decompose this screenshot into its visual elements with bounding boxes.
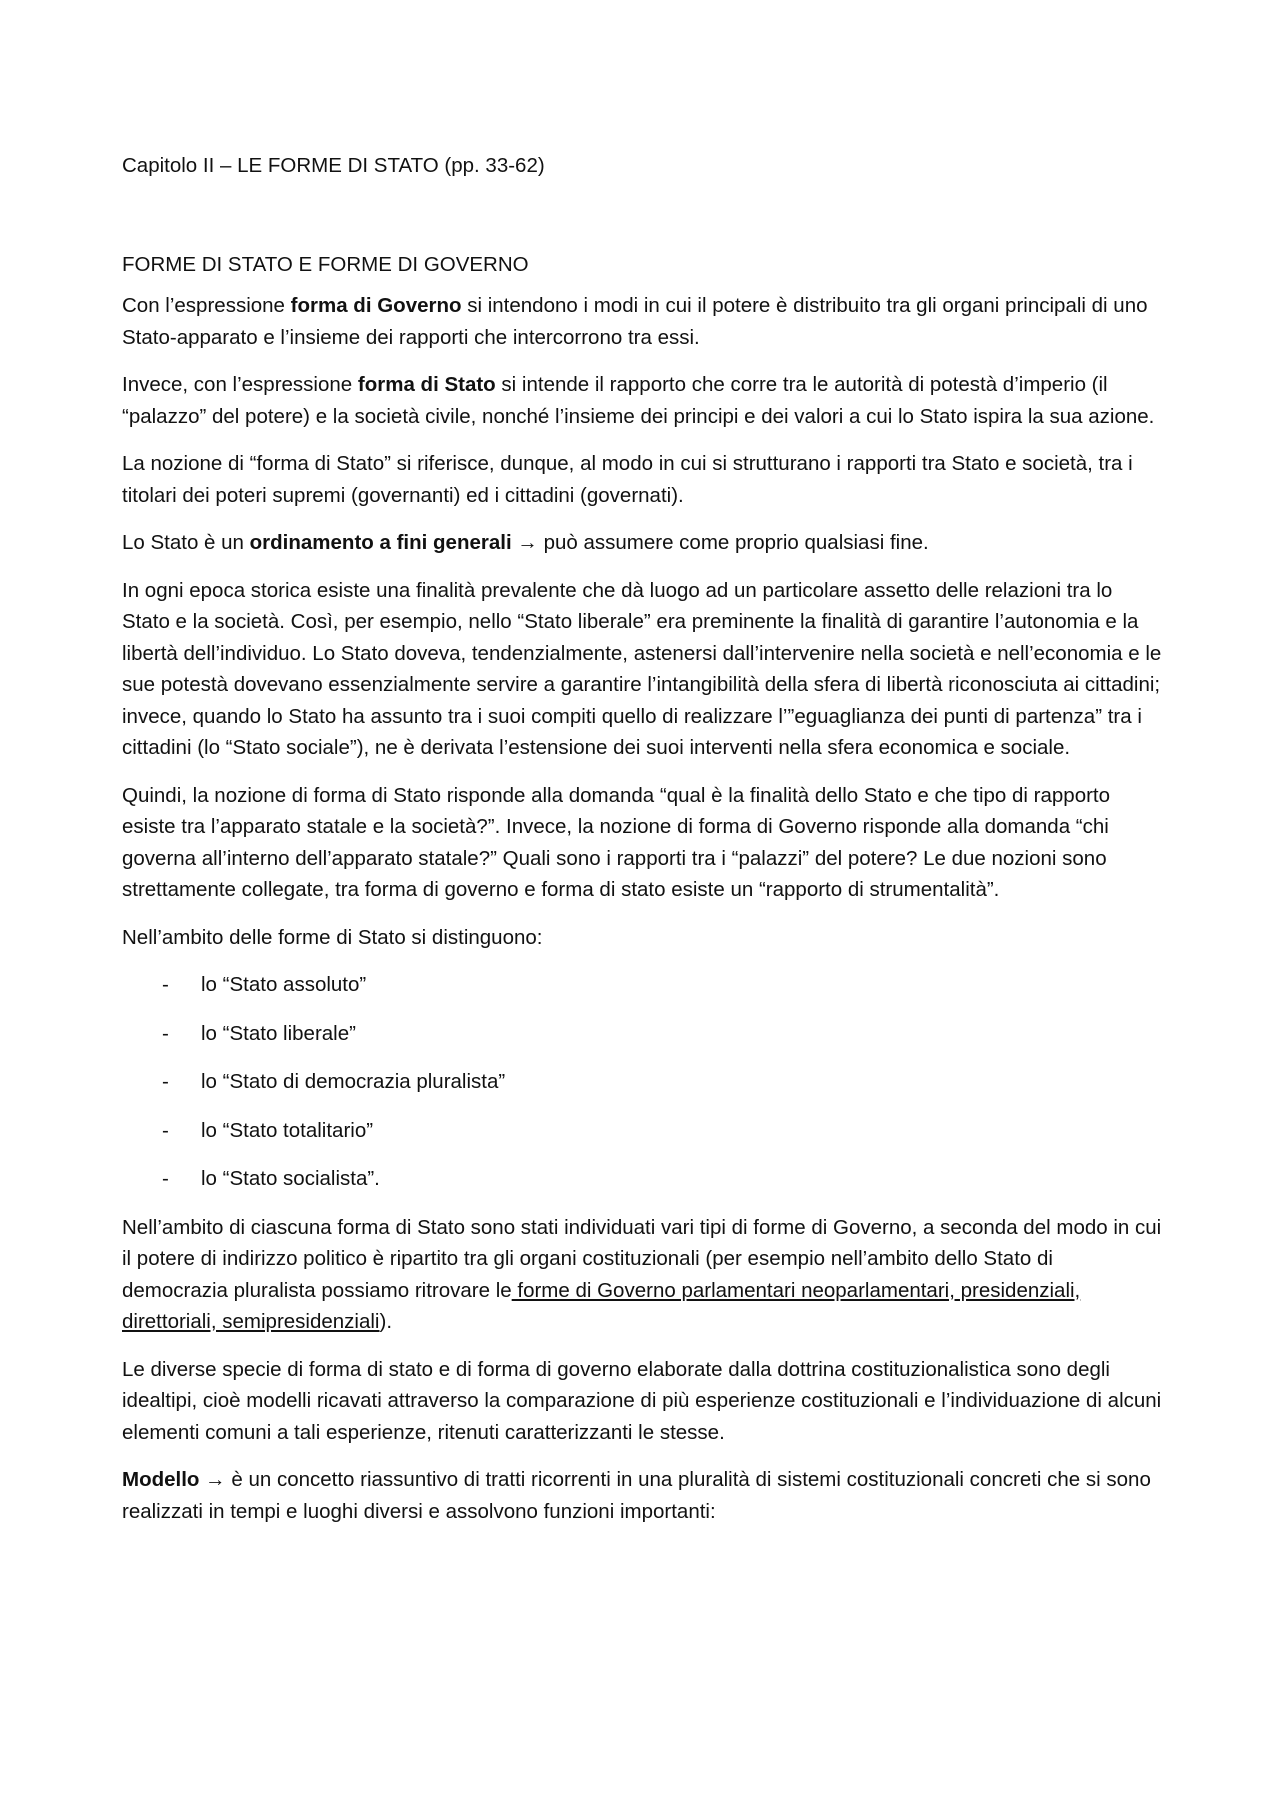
dash-bullet: -	[162, 1118, 169, 1142]
text: ).	[379, 1310, 393, 1333]
dash-bullet: -	[162, 973, 169, 996]
forme-di-stato-list	[122, 969, 1162, 1195]
paragraph-ordinamento	[122, 527, 1162, 559]
text: Lo Stato è un	[122, 531, 250, 554]
paragraph-forma-di-governo	[122, 290, 1162, 353]
paragraph-modello	[122, 1464, 1162, 1527]
list-item	[122, 1115, 1162, 1147]
paragraph-idealtipi: Le diverse specie di forma di stato e di forma di governo elaborate dalla dottrina costituzionalistica sono degli idealtipi, cioè modelli ricavati attraverso la comparazione di più esperienze costituzionali e l’individuazione di alcuni elementi comuni a tali esperienze, ritenuti caratterizzanti le stesse.	[122, 1357, 1162, 1444]
arrow-icon: →	[511, 531, 544, 554]
section-heading: FORME DI STATO E FORME DI GOVERNO	[122, 252, 529, 276]
text: è un concetto riassuntivo di tratti ricorrenti in una pluralità di sistemi costituzionali concreti che si sono realizzati in tempi e luoghi diversi e assolvono funzioni importanti:	[122, 1468, 1151, 1523]
bold-term: Modello	[122, 1468, 200, 1491]
list-item-text: lo “Stato assoluto”	[201, 973, 367, 996]
list-item	[122, 1066, 1162, 1098]
text: si intende il rapporto che corre tra le autorità di potestà d’imperio (il “palazzo” del potere) e la società civile, nonché l’insieme dei principi e dei valori a cui lo Stato ispira la sua azione.	[122, 373, 1155, 428]
text: Invece, con l’espressione	[122, 373, 358, 396]
chapter-title: Capitolo II – LE FORME DI STATO (pp. 33-62)	[122, 154, 545, 177]
list-item-text: lo “Stato di democrazia pluralista”	[201, 1070, 506, 1093]
bold-term: forma di Stato	[357, 373, 496, 396]
text: si intendono i modi in cui il potere è distribuito tra gli organi principali di uno Stato-apparato e l’insieme dei rapporti che intercorrono tra essi.	[122, 294, 1148, 349]
paragraph-quindi: Quindi, la nozione di forma di Stato risponde alla domanda “qual è la finalità dello Stato e che tipo di rapporto esiste tra l’apparato statale e la società?”. Invece, la nozione di forma di Governo risponde alla domanda “chi governa all’interno dell’apparato statale?” Quali sono i rapporti tra i “palazzi” del potere? Le due nozioni sono strettamente collegate, tra forma di governo e forma di stato esiste un “rapporto di strumentalità”.	[122, 783, 1111, 901]
paragraph-nozione: La nozione di “forma di Stato” si riferisce, dunque, al modo in cui si strutturano i rapporti tra Stato e società, tra i titolari dei poteri supremi (governanti) ed i cittadini (governati).	[122, 452, 1133, 507]
list-item-text: lo “Stato liberale”	[201, 1021, 356, 1045]
paragraph-list-intro: Nell’ambito delle forme di Stato si distinguono:	[122, 925, 543, 949]
paragraph-ciascuna-forma	[122, 1212, 1162, 1338]
dash-bullet: -	[162, 1070, 169, 1093]
paragraph-epoca-storica: In ogni epoca storica esiste una finalità prevalente che dà luogo ad un particolare assetto delle relazioni tra lo Stato e la società. Così, per esempio, nello “Stato liberale” era preminente la finalità di garantire l’autonomia e la libertà dell’individuo. Lo Stato doveva, tendenzialmente, astenersi dall’intervenire nella società e nell’economia e le sue potestà dovevano essenzialmente servire a garantire l’intangibilità della sfera di libertà riconosciuta ai cittadini; invece, quando lo Stato ha assunto tra i suoi compiti quello di realizzare l’”eguaglianza dei punti di partenza” tra i cittadini (lo “Stato sociale”), ne è derivata l’estensione dei suoi interventi nella sfera economica e sociale.	[122, 578, 1162, 759]
text: Nell’ambito di ciascuna forma di Stato sono stati individuati vari tipi di forme di Governo, a seconda del modo in cui il potere di indirizzo politico è ripartito tra gli organi costituzionali (per esempio nell’ambito dello Stato di democrazia pluralista possiamo ritrovare le	[122, 1215, 1162, 1302]
dash-bullet: -	[162, 1167, 169, 1190]
paragraph-forma-di-stato	[122, 369, 1162, 432]
list-item-text: lo “Stato socialista”.	[201, 1167, 380, 1190]
list-item-text: lo “Stato totalitario”	[201, 1118, 374, 1142]
arrow-icon: →	[199, 1468, 232, 1491]
bold-term: ordinamento a fini generali	[249, 531, 512, 554]
list-item	[122, 1018, 1162, 1050]
document-body	[122, 150, 1162, 1543]
list-item	[122, 969, 1162, 1001]
text: può assumere come proprio qualsiasi fine.	[543, 531, 929, 554]
text: Con l’espressione	[122, 294, 291, 317]
dash-bullet: -	[162, 1021, 169, 1045]
list-item	[122, 1163, 1162, 1195]
bold-term: forma di Governo	[290, 294, 462, 317]
underlined-text: forme di Governo parlamentari neoparlamentari, presidenziali, direttoriali, semipresidenziali	[122, 1278, 1081, 1333]
